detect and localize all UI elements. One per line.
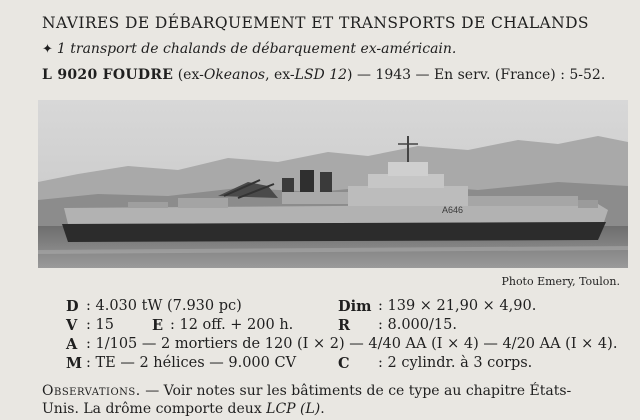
spec-value-v: : 15: [86, 317, 114, 333]
spec-key-m: M: [66, 355, 83, 372]
spec-table: [66, 297, 626, 373]
ship-ex-name-1: Okeanos: [203, 67, 266, 83]
ship-id: L 9020 FOUDRE: [42, 67, 174, 83]
spec-value-e: : 12 off. + 200 h.: [170, 317, 294, 333]
spec-key-a: A: [66, 336, 78, 353]
observations-line-1: [42, 382, 627, 400]
ship-ex-name-2: LSD 12: [294, 67, 348, 83]
spec-value-dim: : 139 × 21,90 × 4,90.: [378, 298, 537, 314]
spec-key-v: V: [66, 317, 78, 334]
star-icon: ✦: [42, 42, 53, 57]
spec-key-r: R: [338, 317, 351, 334]
spec-key-c: C: [338, 355, 350, 372]
photo-credit: Photo Emery, Toulon.: [501, 275, 620, 288]
observations-label: Observations.: [42, 383, 141, 399]
spec-key-d: D: [66, 298, 79, 315]
observations-text-2b: .: [320, 401, 325, 417]
spec-value-a: : 1/105 — 2 mortiers de 120 (I × 2) — 4/40 AA (I × 4) — 4/20 AA (I × 4).: [86, 336, 618, 352]
spec-row: [66, 297, 626, 316]
spec-value-r: : 8.000/15.: [378, 317, 457, 333]
spec-key-dim: Dim: [338, 298, 372, 315]
spec-key-e: E: [152, 317, 164, 334]
section-subtitle: [42, 41, 456, 57]
spec-row: [66, 316, 626, 335]
spec-value-m: : TE — 2 hélices — 9.000 CV: [86, 355, 297, 371]
ship-ex-suffix: ) — 1943 — En serv. (France) : 5-52.: [347, 67, 606, 83]
observations: [42, 382, 627, 418]
ship-photo: [38, 100, 628, 268]
observations-lcp: LCP (L): [266, 401, 321, 417]
section-heading: NAVIRES DE DÉBARQUEMENT ET TRANSPORTS DE CHALANDS: [42, 14, 589, 32]
observations-text-2a: Unis. La drôme comporte deux: [42, 401, 267, 417]
subtitle-text: 1 transport de chalands de débarquement ex-américain.: [56, 41, 457, 57]
hull-number: A646: [442, 205, 464, 215]
spec-value-d: : 4.030 tW (7.930 pc): [86, 298, 242, 314]
spec-row: [66, 354, 626, 373]
ship-ex-sep: , ex-: [265, 67, 295, 83]
spec-row: [66, 335, 626, 354]
ship-ex-prefix: (ex-: [177, 67, 204, 83]
spec-value-c: : 2 cylindr. à 3 corps.: [378, 355, 533, 371]
observations-text-1: — Voir notes sur les bâtiments de ce type au chapitre États-: [140, 383, 572, 399]
observations-line-2: [42, 400, 627, 418]
ship-entry-line: [42, 67, 605, 83]
